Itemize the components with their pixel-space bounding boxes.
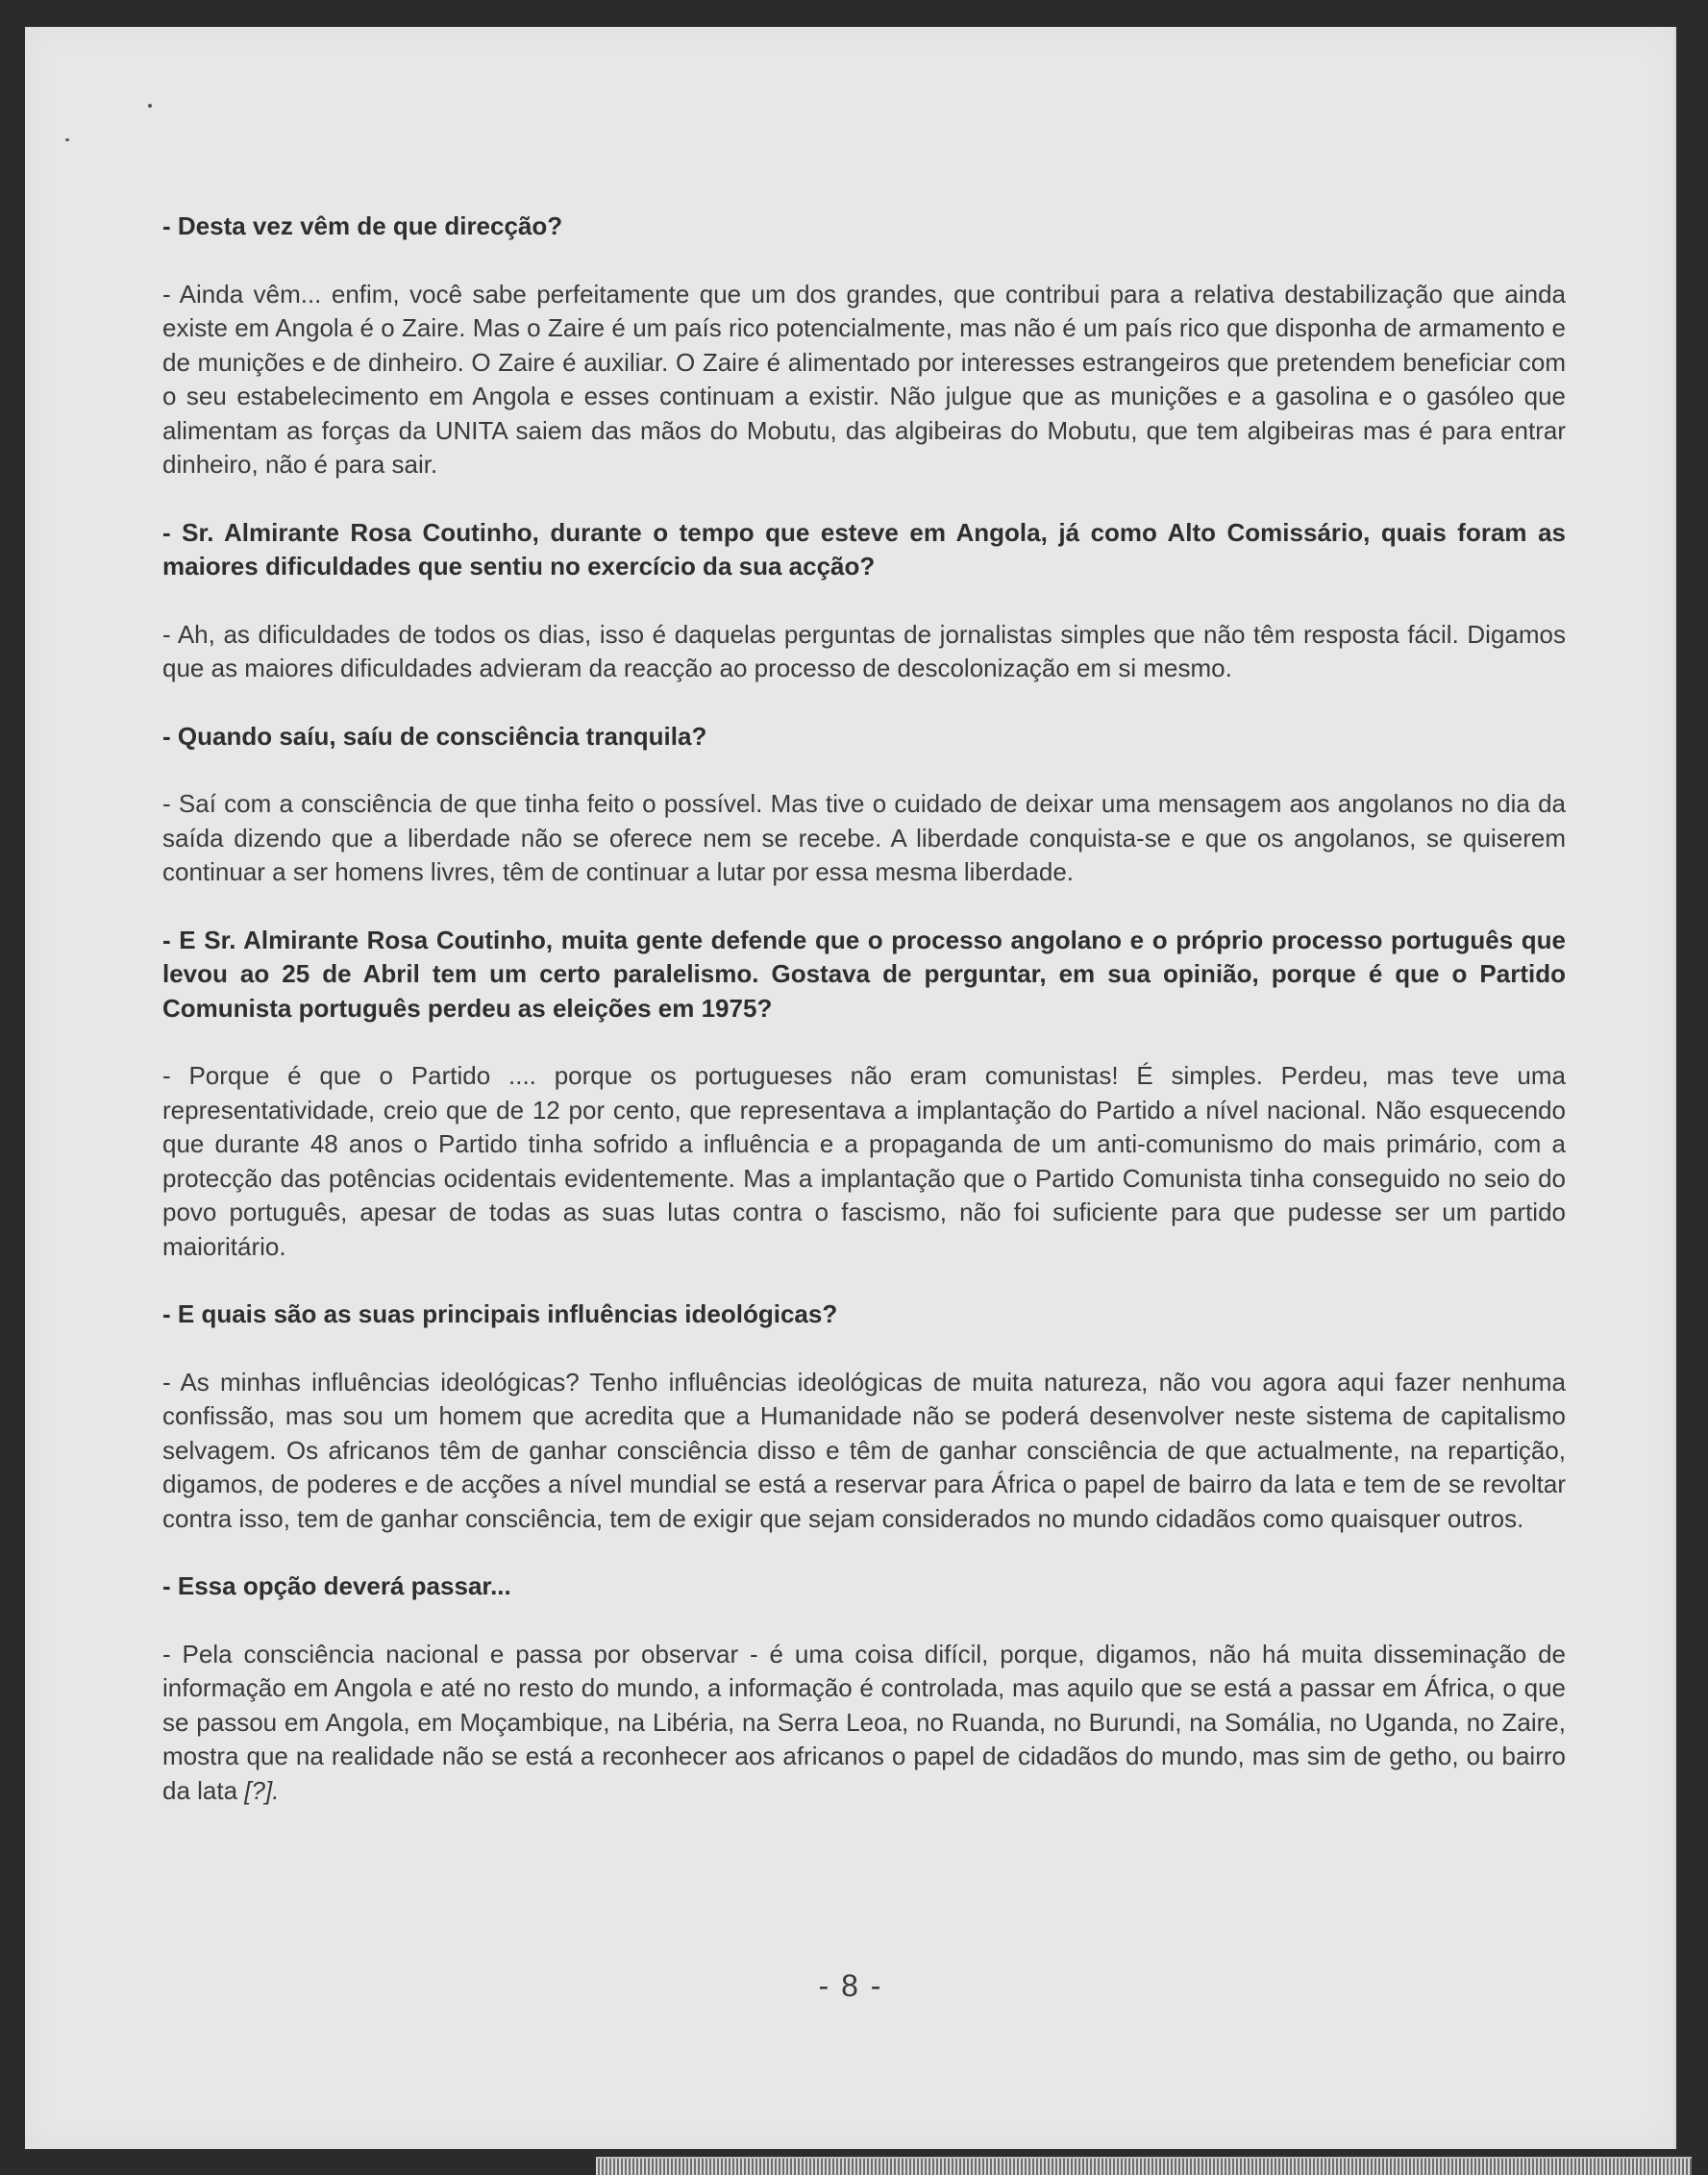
question-3: - Quando saíu, saíu de consciência tranquila? xyxy=(162,721,707,751)
question-6: - Essa opção deverá passar... xyxy=(162,1571,511,1600)
question-1: - Desta vez vêm de que direcção? xyxy=(162,211,563,240)
question-2: - Sr. Almirante Rosa Coutinho, durante o tempo que esteve em Angola, já como Alto Comissário, quais foram as maiores dificuldades que sentiu no exercício da sua acção? xyxy=(162,517,1566,581)
document-page xyxy=(25,27,1676,2149)
answer-4: - Porque é que o Partido .... porque os portugueses não eram comunistas! É simples. Perdeu, mas teve uma representatividade, creio que de 12 por cento, que representava a implantação do Partido a nível nacional. Não esquecendo que durante 48 anos o Partido tinha sofrido a influência e a propaganda de um anti-comunismo do mais primário, com a protecção das potências ocidentais evidentemente. Mas a implantação que o Partido Comunista tinha conseguido no seio do povo português, apesar de todas as suas lutas contra o fascismo, não foi suficiente para que pudesse ser um partido maioritário. xyxy=(162,1061,1566,1261)
question-4: - E Sr. Almirante Rosa Coutinho, muita gente defende que o processo angolano e o próprio processo português que levou ao 25 de Abril tem um certo paralelismo. Gostava de perguntar, em sua opinião, porque é que o Partido Comunista português perdeu as eleições em 1975? xyxy=(162,925,1566,1023)
scan-ruler xyxy=(596,2157,1692,2175)
answer-6-uncertain-mark: [?]. xyxy=(244,1775,280,1805)
answer-6 xyxy=(162,1638,1566,1809)
document-body xyxy=(162,210,1566,1841)
speck xyxy=(148,104,152,108)
paper-edge xyxy=(1671,27,1676,2149)
question-5: - E quais são as suas principais influências ideológicas? xyxy=(162,1299,838,1328)
answer-1: - Ainda vêm... enfim, você sabe perfeitamente que um dos grandes, que contribui para a relativa destabilização que ainda existe em Angola é o Zaire. Mas o Zaire é um país rico potencialmente, mas não é um país rico que disponha de armamento e de munições e de dinheiro. O Zaire é auxiliar. O Zaire é alimentado por interesses estrangeiros que pretendem beneficiar com o seu estabelecimento em Angola e esses continuam a existir. Não julgue que as munições e a gasolina e o gasóleo que alimentam as forças da UNITA saiem das mãos do Mobutu, das algibeiras do Mobutu, que tem algibeiras mas é para entrar dinheiro, não é para sair. xyxy=(162,279,1566,479)
answer-2: - Ah, as dificuldades de todos os dias, isso é daquelas perguntas de jornalistas simples que não têm resposta fácil. Digamos que as maiores dificuldades advieram da reacção ao processo de descolonização em si mesmo. xyxy=(162,619,1566,682)
answer-5: - As minhas influências ideológicas? Tenho influências ideológicas de muita natureza, não vou agora aqui fazer nenhuma confissão, mas sou um homem que acredita que a Humanidade não se poderá desenvolver neste sistema de capitalismo selvagem. Os africanos têm de ganhar consciência disso e têm de ganhar consciência de que actualmente, na repartição, digamos, de poderes e de acções a nível mundial se está a reservar para África o papel de bairro da lata e tem de se revoltar contra isso, tem de ganhar consciência, tem de exigir que sejam considerados no mundo cidadãos como quaisquer outros. xyxy=(162,1367,1566,1533)
answer-3: - Saí com a consciência de que tinha feito o possível. Mas tive o cuidado de deixar uma mensagem aos angolanos no dia da saída dizendo que a liberdade não se oferece nem se recebe. A liberdade conquista-se e que os angolanos, se quiserem continuar a ser homens livres, têm de continuar a lutar por essa mesma liberdade. xyxy=(162,789,1566,886)
speck xyxy=(65,138,69,141)
page-number: - 8 - xyxy=(818,1968,883,2003)
answer-6-text: - Pela consciência nacional e passa por observar - é uma coisa difícil, porque, digamos, não há muita disseminação de informação em Angola e até no resto do mundo, a informação é controlada, mas aquilo que se está a passar em África, o que se passou em Angola, em Moçambique, na Libéria, na Serra Leoa, no Ruanda, no Burundi, na Somália, no Uganda, no Zaire, mostra que na realidade não se está a reconhecer aos africanos o papel de cidadãos do mundo, mas sim de getho, ou bairro da lata xyxy=(162,1639,1566,1805)
